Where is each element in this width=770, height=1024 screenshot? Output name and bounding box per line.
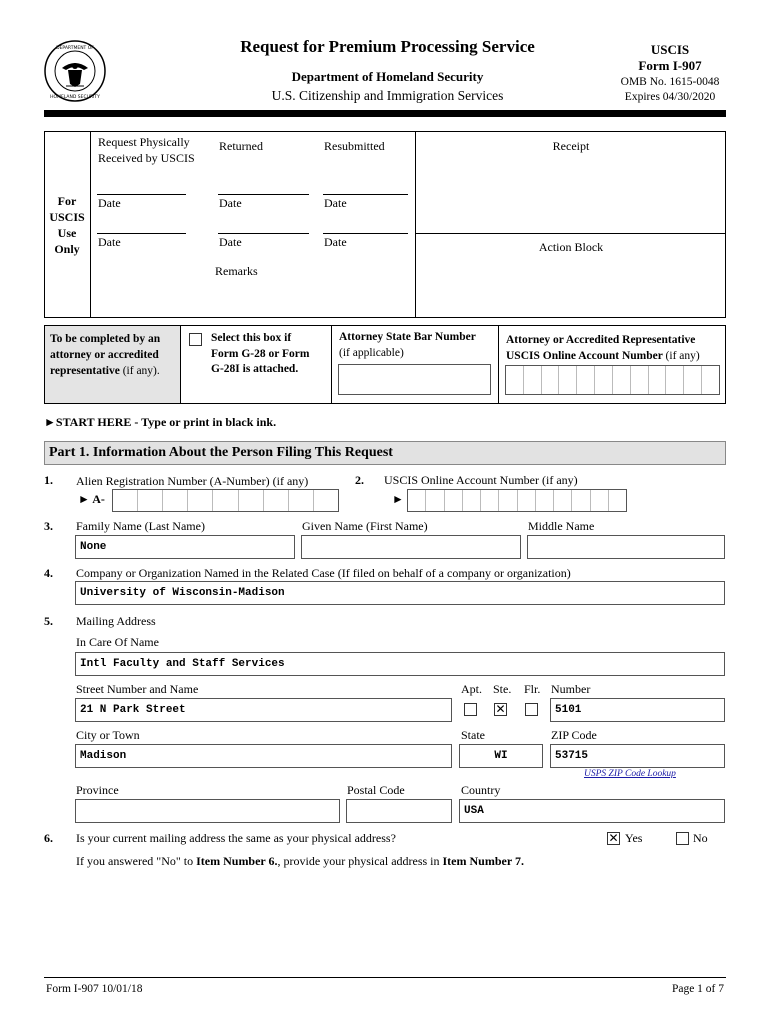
yes-label: Yes — [625, 831, 643, 845]
item-number: 3. — [44, 519, 53, 533]
same-address-question: Is your current mailing address the same as your physical address? — [76, 831, 396, 845]
care-of-label: In Care Of Name — [76, 635, 159, 649]
flr-checkbox[interactable] — [525, 703, 538, 716]
family-name-label: Family Name (Last Name) — [76, 519, 205, 533]
company-label: Company or Organization Named in the Related Case (If filed on behalf of a company or organization) — [76, 566, 571, 580]
a-number-prefix — [78, 492, 105, 507]
online-account-number-label: USCIS Online Account Number (if any) — [384, 473, 578, 487]
date-label: Date — [324, 196, 347, 210]
postal-code-label: Postal Code — [347, 783, 405, 797]
date-line — [97, 194, 186, 195]
a-number-label: Alien Registration Number (A-Number) (if any) — [76, 474, 309, 488]
attorney-online-account-input[interactable] — [505, 365, 720, 395]
street-label: Street Number and Name — [76, 682, 199, 696]
given-name-label: Given Name (First Name) — [302, 519, 428, 533]
date-label: Date — [219, 196, 242, 210]
mailing-address-label: Mailing Address — [76, 614, 156, 628]
number-label: Number — [551, 682, 591, 696]
item-number: 5. — [44, 614, 53, 628]
province-label: Province — [76, 783, 119, 797]
given-name-input[interactable] — [301, 535, 521, 559]
g28-label: Select this box if Form G-28 or Form G-28I is attached. — [211, 332, 310, 375]
expiration-date: Expires 04/30/2020 — [624, 91, 716, 103]
divider — [415, 233, 726, 234]
agency-name: U.S. Citizenship and Immigration Services — [271, 88, 504, 103]
uscis-use-only-label — [44, 193, 90, 257]
online-account-if-any: (if any) — [665, 349, 700, 362]
item-number: 1. — [44, 473, 53, 487]
divider — [498, 325, 499, 404]
zip-input[interactable]: 53715 — [550, 744, 725, 768]
note-item-6: Item Number 6. — [196, 854, 278, 868]
start-here-text: START HERE - Type or print in black ink. — [55, 415, 277, 429]
date-label: Date — [98, 235, 121, 249]
bar-number-if-applicable: (if applicable) — [339, 347, 404, 359]
item-number: 4. — [44, 566, 53, 580]
action-block-label: Action Block — [538, 240, 604, 254]
zip-lookup-link[interactable]: USPS ZIP Code Lookup — [584, 769, 676, 779]
date-label: Date — [98, 196, 121, 210]
footer-form-id: Form I-907 10/01/18 — [46, 983, 143, 995]
date-line — [323, 233, 408, 234]
date-label: Date — [324, 235, 347, 249]
country-input[interactable]: USA — [459, 799, 725, 823]
side-label-line: Only — [54, 242, 80, 256]
city-label: City or Town — [76, 728, 140, 742]
city-input[interactable]: Madison — [75, 744, 452, 768]
seal-text-top: DEPARTMENT OF — [56, 46, 94, 51]
same-address-no-checkbox[interactable] — [676, 832, 689, 845]
uscis-label: USCIS — [650, 42, 690, 57]
returned-label: Returned — [219, 139, 263, 153]
online-account-text: Attorney or Accredited Representative USCIS Online Account Number — [506, 334, 696, 362]
note-text: , provide your physical address in — [277, 854, 443, 868]
street-input[interactable]: 21 N Park Street — [75, 698, 452, 722]
bar-number-input[interactable] — [338, 364, 491, 395]
resubmitted-label: Resubmitted — [324, 139, 385, 153]
side-label-line: Use — [57, 226, 77, 240]
company-input[interactable]: University of Wisconsin-Madison — [75, 581, 725, 605]
postal-code-input[interactable] — [346, 799, 452, 823]
number-input[interactable]: 5101 — [550, 698, 725, 722]
apt-checkbox[interactable] — [464, 703, 477, 716]
date-line — [218, 194, 309, 195]
part1-heading: Part 1. Information About the Person Filing This Request — [44, 441, 726, 465]
care-of-input[interactable]: Intl Faculty and Staff Services — [75, 652, 725, 676]
footer-page-number: Page 1 of 7 — [671, 983, 724, 995]
receipt-label: Receipt — [552, 139, 590, 153]
note-item-7: Item Number 7. — [442, 854, 524, 868]
apt-label: Apt. — [461, 682, 482, 696]
g28-attached-checkbox[interactable] — [189, 333, 202, 346]
no-label: No — [693, 831, 708, 845]
date-line — [323, 194, 408, 195]
seal-text-bottom: HOMELAND SECURITY — [50, 95, 100, 100]
received-label: Request Physically Received by USCIS — [98, 135, 195, 165]
dhs-seal-icon — [44, 40, 106, 102]
middle-name-input[interactable] — [527, 535, 725, 559]
state-value: WI — [494, 750, 508, 762]
item-number: 6. — [44, 831, 53, 845]
header-rule — [44, 110, 726, 117]
online-account-number-input[interactable] — [407, 489, 627, 512]
attorney-if-any: (if any). — [122, 365, 160, 377]
attorney-note: To be completed by an attorney or accredited representative — [50, 333, 161, 377]
omb-number: OMB No. 1615-0048 — [620, 76, 720, 88]
state-select[interactable] — [459, 744, 543, 768]
arrow-right-icon: ► — [78, 492, 90, 506]
a-number-prefix-text: A- — [92, 492, 105, 506]
flr-label: Flr. — [524, 682, 541, 696]
note-text: If you answered "No" to — [76, 854, 197, 868]
arrow-right-icon: ► — [392, 492, 404, 506]
bar-number-label: Attorney State Bar Number — [339, 331, 476, 343]
family-name-input[interactable]: None — [75, 535, 295, 559]
divider — [331, 325, 332, 404]
department-name: Department of Homeland Security — [291, 69, 484, 84]
date-line — [97, 233, 186, 234]
side-label-line: USCIS — [49, 210, 85, 224]
footer-rule — [44, 977, 726, 978]
form-number: Form I-907 — [638, 58, 702, 73]
same-address-yes-checkbox[interactable]: ✕ — [608, 831, 619, 845]
physical-address-note — [76, 854, 524, 869]
start-here-instruction — [44, 415, 276, 430]
attorney-to-be-completed — [50, 331, 180, 379]
divider — [90, 131, 91, 318]
form-title: Request for Premium Processing Service — [240, 37, 535, 56]
state-label: State — [461, 728, 485, 742]
province-input[interactable] — [75, 799, 340, 823]
online-account-label — [506, 333, 724, 364]
date-label: Date — [219, 235, 242, 249]
divider — [415, 131, 416, 318]
arrow-right-icon: ► — [44, 415, 56, 429]
zip-label: ZIP Code — [551, 728, 597, 742]
a-number-input[interactable] — [112, 489, 339, 512]
side-label-line: For — [57, 194, 77, 208]
ste-label: Ste. — [493, 682, 512, 696]
country-label: Country — [461, 783, 501, 797]
date-line — [218, 233, 309, 234]
item-number: 2. — [355, 473, 364, 487]
middle-name-label: Middle Name — [528, 519, 595, 533]
remarks-label: Remarks — [215, 264, 258, 278]
ste-checkbox[interactable]: ✕ — [495, 702, 506, 716]
